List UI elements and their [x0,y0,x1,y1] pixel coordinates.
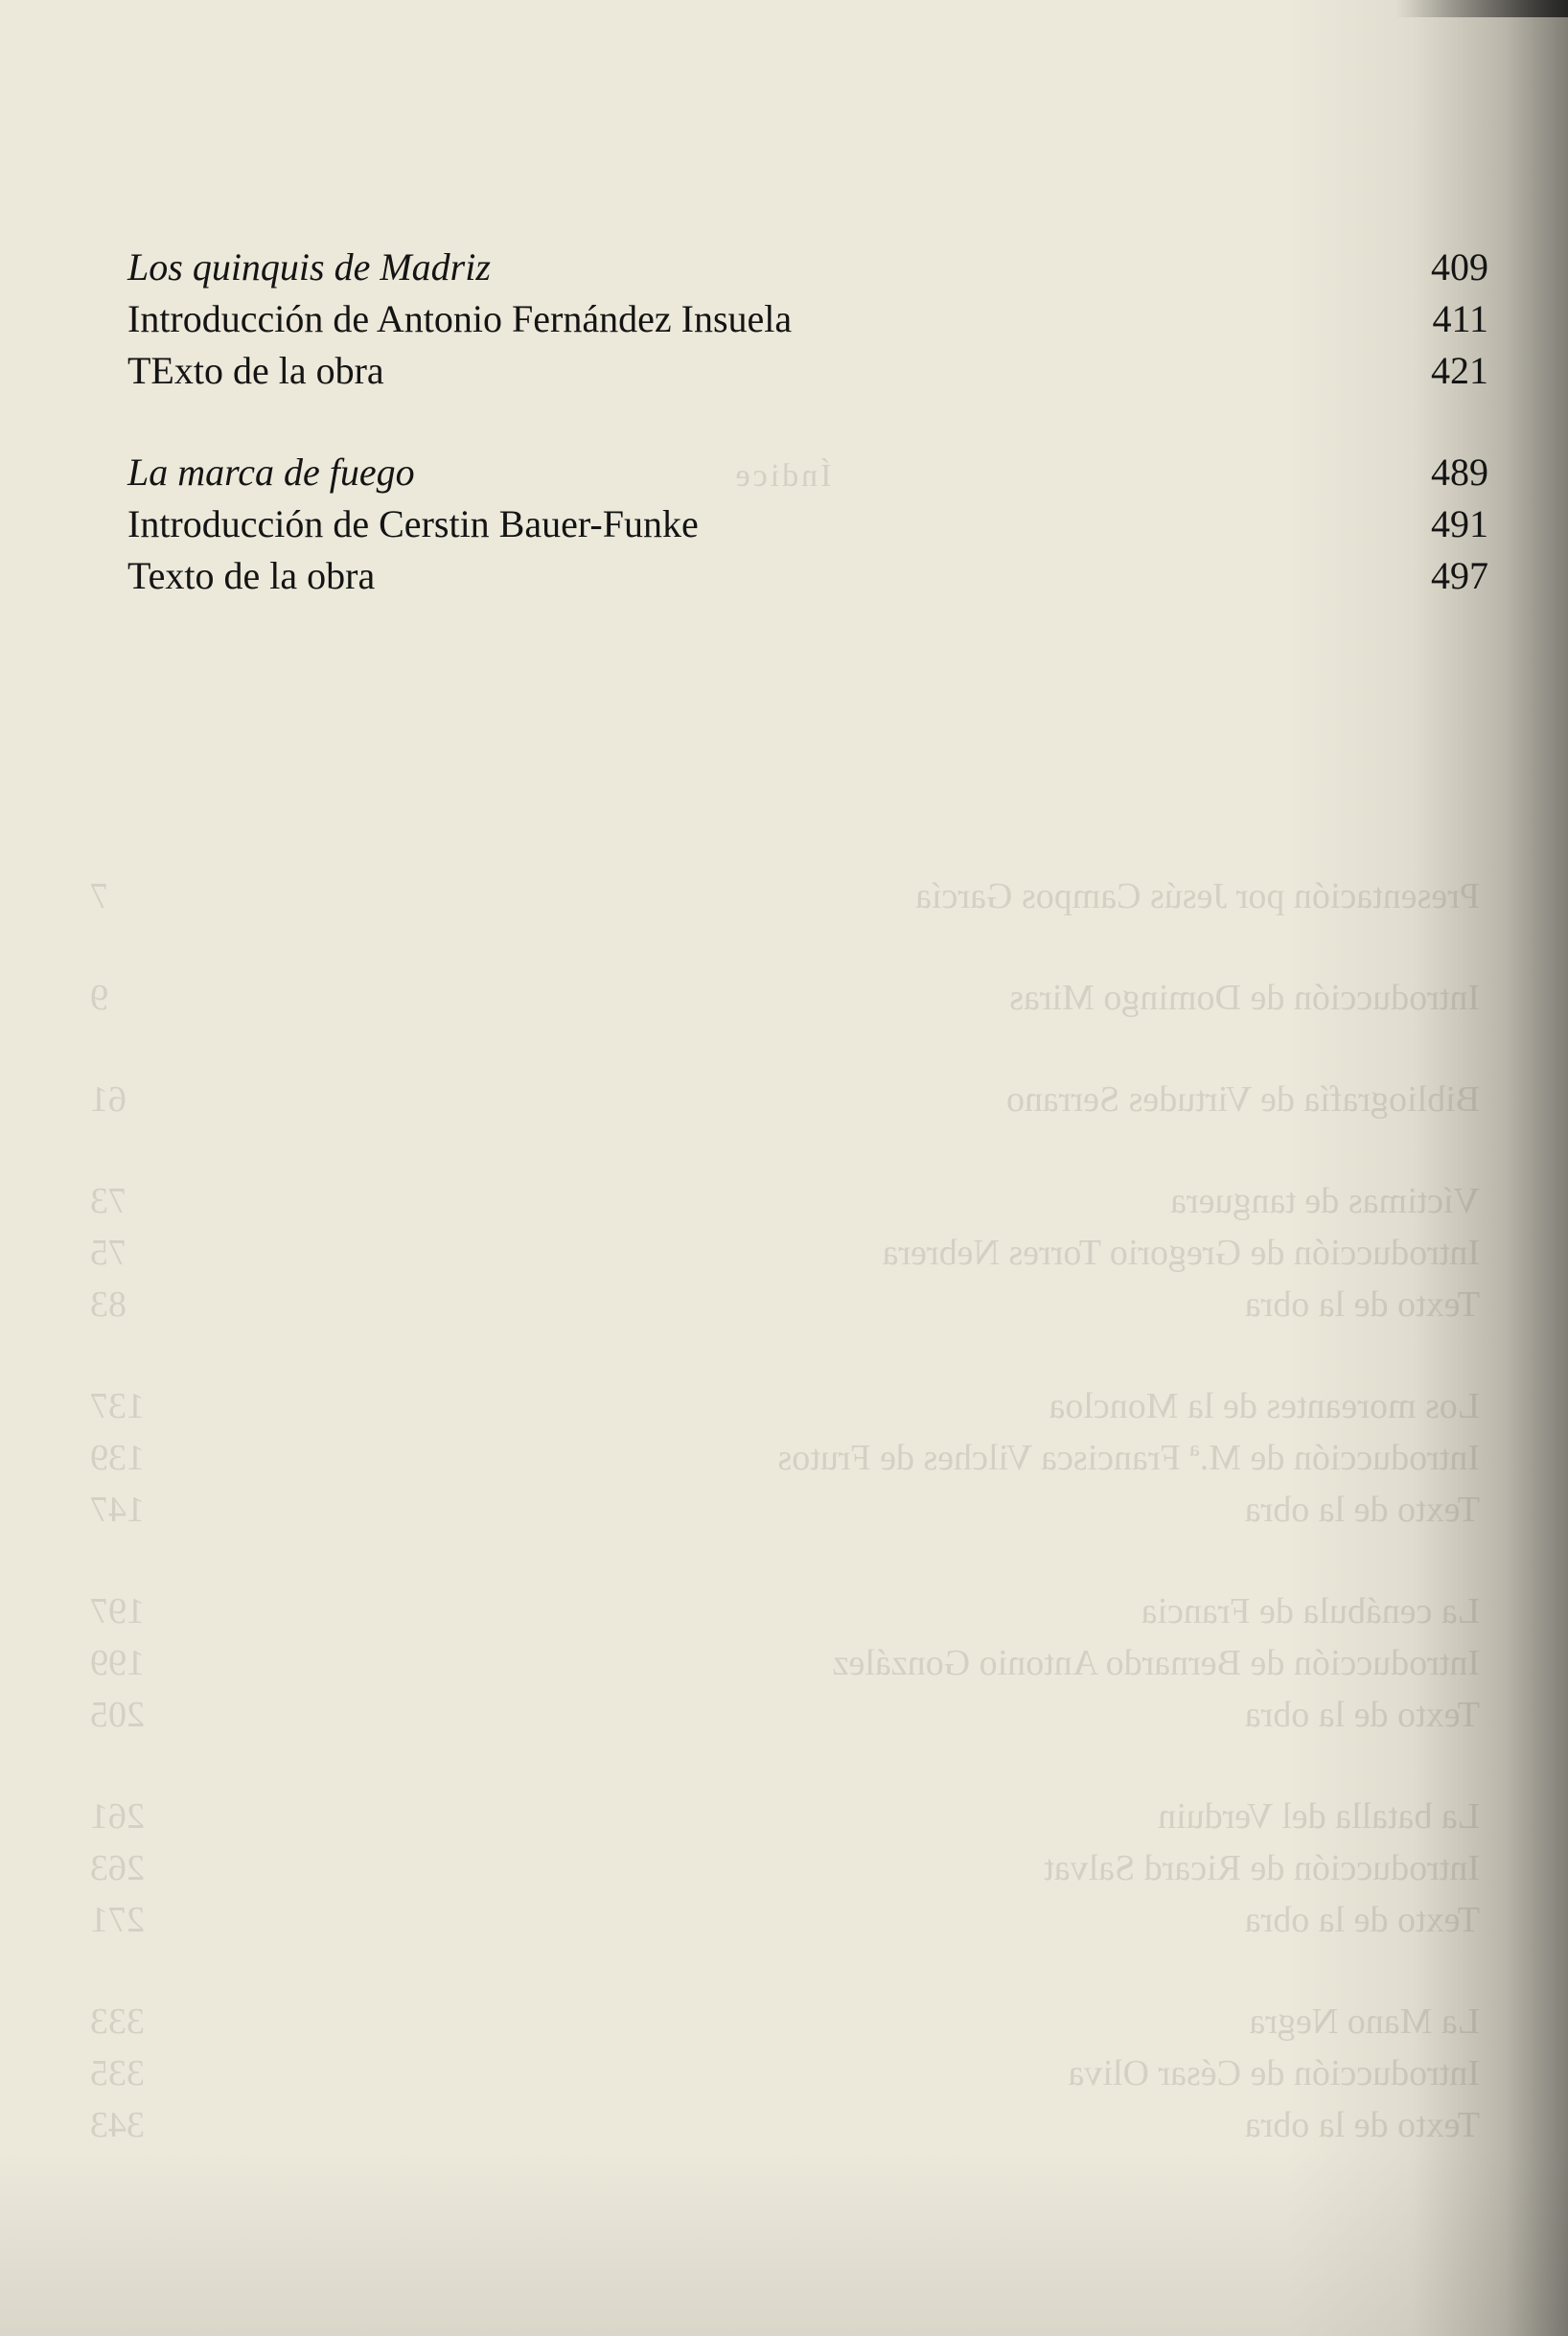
page-number: 491 [1431,502,1488,545]
page-number: 497 [1431,554,1488,597]
page-number: 409 [1431,245,1488,289]
bleed-page: 61 [90,1079,127,1120]
bleed-label: Bibliografía de Virtudes Serrano [1005,1079,1480,1120]
bleed-row [90,1434,1480,1482]
bleed-row [90,1382,1480,1430]
entry-label: Texto de la obra [127,554,376,597]
bleed-row [90,872,1480,920]
bleed-row [90,1639,1480,1687]
bleed-page: 75 [90,1233,127,1273]
bleed-label: La Mano Negra [1249,2001,1480,2042]
bleed-page: 139 [90,1438,145,1478]
bleed-row [90,1587,1480,1635]
bleed-label: Introducción de César Oliva [1068,2053,1480,2093]
bleed-row [90,1486,1480,1534]
bleed-page: 263 [90,1848,145,1888]
bleed-page: 137 [90,1386,145,1426]
bleed-page: 199 [90,1643,145,1683]
bleed-row [90,1075,1480,1123]
entry-label: Introducción de Antonio Fernández Insuela [127,297,793,340]
bleed-label: Texto de la obra [1244,2105,1480,2145]
bleed-page: 7 [90,876,108,916]
page-number: 411 [1432,297,1488,340]
bleed-row [90,1998,1480,2046]
bleed-label: Introducción de Bernardo Antonio González [832,1643,1480,1683]
toc-group [127,242,1488,397]
bleed-label: La cenábula de Francia [1141,1591,1480,1631]
bleed-row [90,2049,1480,2097]
bleed-row [90,1896,1480,1944]
bleed-label: Introducción de Gregorio Torres Nebrera [882,1233,1480,1273]
bleed-row [90,974,1480,1022]
page-number: 489 [1431,451,1488,494]
bleed-page: 343 [90,2105,145,2145]
bleed-heading: Índice [732,458,832,494]
bleed-page: 147 [90,1490,145,1530]
toc-row [127,550,1488,602]
bleed-label: Víctimas de tanguera [1170,1181,1480,1221]
bleed-page: 271 [90,1900,145,1940]
bleed-page: 9 [90,978,108,1018]
page-number: 421 [1431,349,1488,392]
toc-row [127,345,1488,397]
toc-row-title [127,447,1488,498]
work-title: La marca de fuego [127,451,415,494]
toc-group [127,447,1488,602]
bleed-label: Texto de la obra [1244,1490,1480,1530]
bleed-row [90,1844,1480,1892]
bleed-row [90,1691,1480,1739]
bleed-page: 205 [90,1695,145,1735]
toc-row [127,498,1488,550]
bleed-row [90,1177,1480,1225]
toc-row [127,293,1488,345]
bleed-label: Presentación por Jesús Campos García [915,876,1480,916]
bleed-page: 83 [90,1284,127,1325]
bleed-label: Introducción de Domingo Miras [1009,978,1480,1018]
bleed-label: La batalla del Verduin [1158,1796,1480,1837]
scan-shadow [1395,0,1568,17]
bleed-row [90,1229,1480,1277]
table-of-contents [127,242,1488,652]
bleed-label: Texto de la obra [1244,1900,1480,1940]
bleed-row [90,1281,1480,1329]
bleed-row [90,2101,1480,2149]
bleed-page: 73 [90,1181,127,1221]
bleed-label: Texto de la obra [1244,1695,1480,1735]
bleed-page: 335 [90,2053,145,2093]
bleed-row [90,1792,1480,1840]
bleed-page: 197 [90,1591,145,1631]
bleed-page: 261 [90,1796,145,1837]
work-title: Los quinquis de Madriz [127,245,491,289]
bleed-label: Los moreantes de la Moncloa [1049,1386,1480,1426]
bleed-label: Introducción de M.ª Francisca Vilches de Frutos [777,1438,1480,1478]
bleed-label: Texto de la obra [1244,1284,1480,1325]
bleed-label: Introducción de Ricard Salvat [1044,1848,1480,1888]
entry-label: Introducción de Cerstin Bauer-Funke [127,502,699,545]
bleed-page: 333 [90,2001,145,2042]
toc-row-title [127,242,1488,293]
entry-label: TExto de la obra [127,349,384,392]
